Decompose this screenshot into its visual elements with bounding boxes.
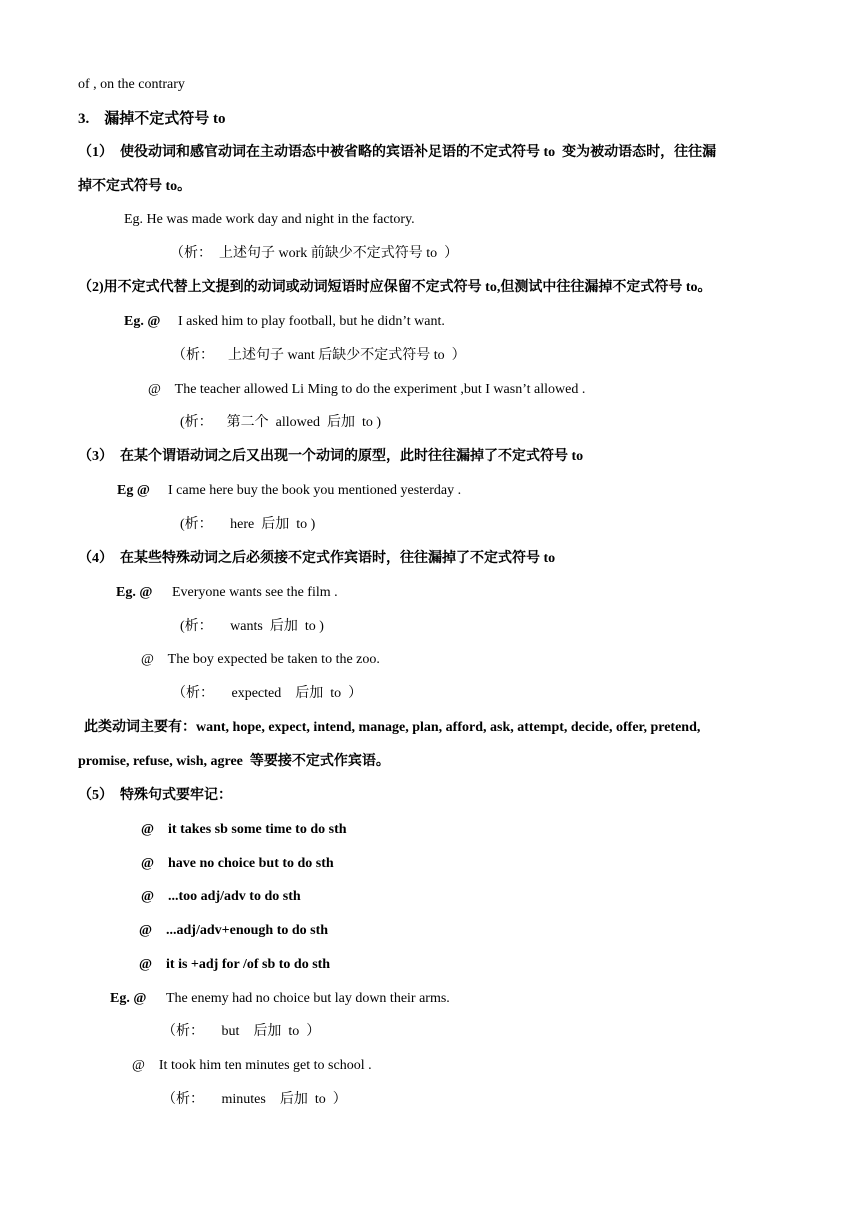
text-line: of , on the contrary <box>78 77 185 92</box>
analysis-note: （析： 上述句子 want 后缺少不定式符号 to ） <box>172 348 466 363</box>
rule-heading-1-cont: 掉不定式符号 to。 <box>78 179 192 194</box>
pattern-item: @ have no choice but to do sth <box>141 856 334 871</box>
example-label: Eg. @ <box>116 585 153 600</box>
example-sentence: I came here buy the book you mentioned yesterday . <box>168 483 462 498</box>
example-sentence: The enemy had no choice but lay down their arms. <box>166 991 450 1006</box>
rule-heading-3: （3） 在某个谓语动词之后又出现一个动词的原型，此时往往漏掉了不定式符号 to <box>78 449 584 464</box>
pattern-item: @ it takes sb some time to do sth <box>141 822 347 837</box>
analysis-note: （析： minutes 后加 to ） <box>162 1092 347 1107</box>
example-sentence: @ The boy expected be taken to the zoo. <box>141 652 380 667</box>
pattern-item: @ ...too adj/adv to do sth <box>141 889 301 904</box>
example-label: Eg @ <box>117 483 150 498</box>
example-sentence: Eg. He was made work day and night in the factory. <box>124 212 415 227</box>
section-heading: 3. 漏掉不定式符号 to <box>78 111 226 127</box>
example-label: Eg. @ <box>110 991 147 1006</box>
pattern-item: @ ...adj/adv+enough to do sth <box>139 923 329 938</box>
analysis-note: （析： 上述句子 work 前缺少不定式符号 to ） <box>170 246 459 261</box>
rule-heading-1: （1） 使役动词和感官动词在主动语态中被省略的宾语补足语的不定式符号 to 变为被动语态时，往往漏 <box>78 145 717 160</box>
example-sentence: I asked him to play football, but he didn’t want. <box>178 314 445 329</box>
analysis-note: (析： 第二个 allowed 后加 to ) <box>180 415 382 430</box>
example-sentence: Everyone wants see the film . <box>172 585 338 600</box>
rule-heading-2: （2)用不定式代替上文提到的动词或动词短语时应保留不定式符号 to,但测试中往往漏掉不定式符号 to。 <box>78 280 712 295</box>
verb-list: 此类动词主要有：want, hope, expect, intend, manage, plan, afford, ask, attempt, decide, offer, pretend, <box>84 720 701 735</box>
verb-list-cont: promise, refuse, wish, agree 等要接不定式作宾语。 <box>78 754 390 769</box>
example-label: Eg. @ <box>124 314 161 329</box>
pattern-item: @ it is +adj for /of sb to do sth <box>139 957 331 972</box>
rule-heading-5: （5） 特殊句式要牢记： <box>78 788 232 803</box>
analysis-note: (析： wants 后加 to ) <box>180 619 324 634</box>
analysis-note: （析： but 后加 to ） <box>162 1024 321 1039</box>
example-sentence: @ The teacher allowed Li Ming to do the experiment ,but I wasn’t allowed . <box>148 382 586 397</box>
analysis-note: (析： here 后加 to ) <box>180 517 316 532</box>
analysis-note: （析： expected 后加 to ） <box>172 686 363 701</box>
rule-heading-4: （4） 在某些特殊动词之后必须接不定式作宾语时，往往漏掉了不定式符号 to <box>78 551 556 566</box>
example-sentence: @ It took him ten minutes get to school . <box>132 1058 372 1073</box>
